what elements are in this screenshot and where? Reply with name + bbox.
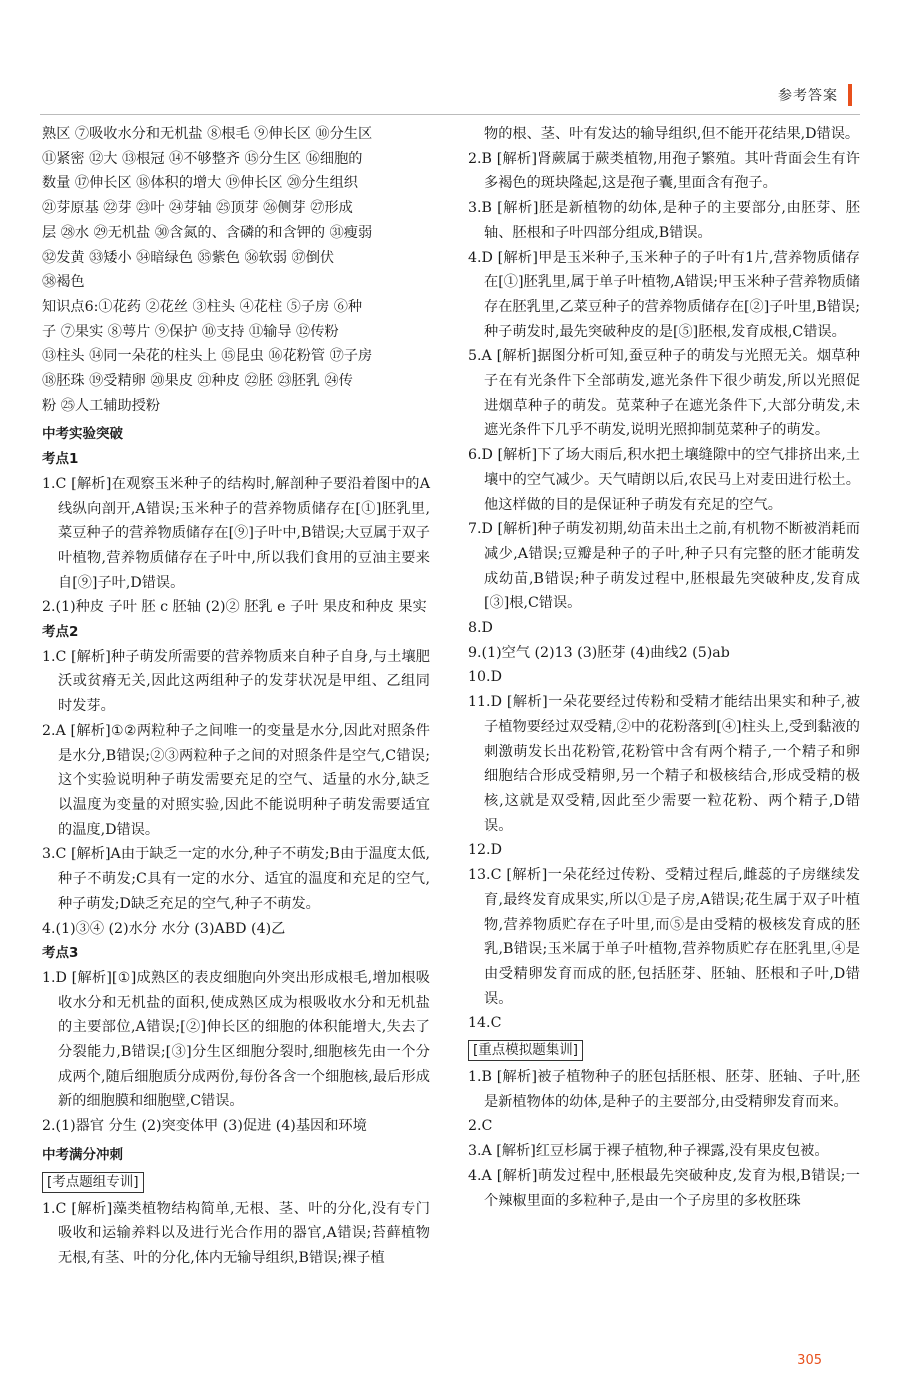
- intro-line: 层 ㉘水 ㉙无机盐 ㉚含氮的、含磷的和含钾的 ㉛瘦弱: [42, 224, 373, 241]
- section-heading: 中考实验突破: [42, 426, 123, 443]
- left-column: [42, 122, 430, 1271]
- right-column: [468, 122, 860, 1213]
- intro-line: ㉜发黄 ㉝矮小 ㉞暗绿色 ㉟紫色 ㊱软弱 ㊲倒伏: [42, 249, 335, 266]
- header-title: 参考答案: [778, 88, 838, 104]
- intro-line: ㉑芽原基 ㉒芽 ㉓叶 ㉔芽轴 ㉕顶芽 ㉖侧芽 ㉗形成: [42, 200, 353, 217]
- section-heading: 中考满分冲刺: [42, 1146, 123, 1163]
- page-number: 305: [797, 1353, 822, 1368]
- subsection-box-title: [重点模拟题集训]: [468, 1040, 583, 1061]
- answer-item: 2.C: [468, 1118, 493, 1135]
- answer-item: 1.C [解析]在观察玉米种子的结构时,解剖种子要沿着图中的A线纵向剖开,A错误;玉米种子的营养物质储存在[①]胚乳里,菜豆种子的营养物质储存在[⑨]子叶中,B错误;大豆属于双子叶植物,营养物质储存在子叶中,所以我们食用的豆油主要来自[⑨]子叶,D错误。: [42, 475, 430, 591]
- answer-item: 1.C [解析]种子萌发所需要的营养物质来自种子自身,与土壤肥沃或贫瘠无关,因此这两组种子的发芽状况是甲组、乙组同时发芽。: [42, 648, 430, 715]
- intro-line: ㊳褐色: [42, 274, 85, 291]
- answer-item: 3.B [解析]胚是新植物的幼体,是种子的主要部分,由胚芽、胚轴、胚根和子叶四部分组成,B错误。: [468, 200, 860, 241]
- answer-item: 12.D: [468, 842, 502, 859]
- answer-item: 9.(1)空气 (2)13 (3)胚芽 (4)曲线2 (5)ab: [468, 644, 730, 661]
- answer-item: 8.D: [468, 620, 493, 637]
- answer-item: 13.C [解析]一朵花经过传粉、受精过程后,雌蕊的子房继续发育,最终发育成果实,所以①是子房,A错误;花生属于双子叶植物,营养物质贮存在子叶里,而⑤是由受精的极核发育成的胚乳,B错误;玉米属于单子叶植物,营养物质贮存在胚乳里,④是由受精卵发育而成的胚,包括胚芽、胚轴、胚根和子叶,D错误。: [468, 867, 860, 1007]
- intro-line: ⑱胚珠 ⑲受精卵 ⑳果皮 ㉑种皮 ㉒胚 ㉓胚乳 ㉔传: [42, 373, 353, 390]
- page-header: [778, 84, 852, 106]
- answer-item: 2.A [解析]①②两粒种子之间唯一的变量是水分,因此对照条件是水分,B错误;②③两粒种子之间的对照条件是空气,C错误;这个实验说明种子萌发需要充足的空气、适量的水分,缺乏以温度为变量的对照实验,因此不能说明种子萌发需要适宜的温度,D错误。: [42, 722, 430, 838]
- answer-item: 14.C: [468, 1015, 502, 1032]
- answer-item: 5.A [解析]据图分析可知,蚕豆种子的萌发与光照无关。烟草种子在有光条件下全部萌发,遮光条件下很少萌发,所以光照促进烟草种子的萌发。苋菜种子在遮光条件下,大部分萌发,未遮光条件下几乎不萌发,说明光照抑制苋菜种子的萌发。: [468, 348, 860, 439]
- intro-line: ⑬柱头 ⑭同一朵花的柱头上 ⑮昆虫 ⑯花粉管 ⑰子房: [42, 348, 373, 365]
- intro-line: 粉 ㉕人工辅助授粉: [42, 397, 161, 414]
- answer-item: 3.C [解析]A由于缺乏一定的水分,种子不萌发;B由于温度太低,种子不萌发;C具有一定的水分、适宜的温度和充足的空气,种子萌发;D缺乏充足的空气,种子不萌发。: [42, 846, 430, 912]
- kaodian-heading: 考点3: [42, 945, 79, 962]
- kaodian-heading: 考点1: [42, 451, 79, 468]
- answer-item: 1.C [解析]藻类植物结构简单,无根、茎、叶的分化,没有专门吸收和运输养料以及进行光合作用的器官,A错误;苔藓植物无根,有茎、叶的分化,体内无输导组织,B错误;裸子植: [42, 1200, 430, 1266]
- answer-item: 11.D [解析]一朵花要经过传粉和受精才能结出果实和种子,被子植物要经过双受精,②中的花粉落到[④]柱头上,受到黏液的刺激萌发长出花粉管,花粉管中含有两个精子,一个精子和卵细胞结合形成受精卵,另一个精子和极核结合,形成受精的极核,这就是双受精,因此至少需要一粒花粉、两个精子,D错误。: [468, 694, 860, 834]
- answer-item: 10.D: [468, 669, 502, 686]
- header-divider: [40, 114, 860, 115]
- answer-item: 7.D [解析]种子萌发初期,幼苗未出土之前,有机物不断被消耗而减少,A错误;豆瓣是种子的子叶,种子只有完整的胚才能萌发成幼苗,B错误;种子萌发过程中,胚根最先突破种皮,发育成[③]根,C错误。: [468, 521, 860, 612]
- intro-line: ⑪紧密 ⑫大 ⑬根冠 ⑭不够整齐 ⑮分生区 ⑯细胞的: [42, 150, 363, 167]
- header-accent-bar: [848, 84, 852, 106]
- answer-item: 6.D [解析]下了场大雨后,积水把土壤缝隙中的空气排挤出来,土壤中的空气减少。天气晴朗以后,农民马上对麦田进行松土。他这样做的目的是保证种子萌发有充足的空气。: [468, 447, 860, 513]
- answer-item: 2.(1)种皮 子叶 胚 c 胚轴 (2)② 胚乳 e 子叶 果皮和种皮 果实: [42, 599, 427, 616]
- intro-line: 子 ⑦果实 ⑧萼片 ⑨保护 ⑩支持 ⑪输导 ⑫传粉: [42, 323, 339, 340]
- answer-item: 1.D [解析][①]成熟区的表皮细胞向外突出形成根毛,增加根吸收水分和无机盐的面积,使成熟区成为根吸收水分和无机盐的主要部位,A错误;[②]伸长区的细胞的体积能增大,失去了分裂能力,B错误;[③]分生区细胞分裂时,细胞核先由一个分成两个,随后细胞质分成两份,每份各含一个细胞核,最后形成新的细胞膜和细胞壁,C错误。: [42, 969, 430, 1110]
- intro-line: 知识点6:①花药 ②花丝 ③柱头 ④花柱 ⑤子房 ⑥种: [42, 298, 363, 315]
- answer-item: 1.B [解析]被子植物种子的胚包括胚根、胚芽、胚轴、子叶,胚是新植物体的幼体,是种子的主要部分,由受精卵发育而来。: [468, 1069, 860, 1110]
- continued-text: 物的根、茎、叶有发达的输导组织,但不能开花结果,D错误。: [484, 126, 860, 142]
- answer-item: 2.(1)器官 分生 (2)突变体甲 (3)促进 (4)基因和环境: [42, 1118, 367, 1135]
- intro-line: 数量 ⑰伸长区 ⑱体积的增大 ⑲伸长区 ⑳分生组织: [42, 175, 358, 192]
- answer-item: 2.B [解析]肾蕨属于蕨类植物,用孢子繁殖。其叶背面会生有许多褐色的斑块隆起,这是孢子囊,里面含有孢子。: [468, 150, 860, 192]
- answer-item: 4.D [解析]甲是玉米种子,玉米种子的子叶有1片,营养物质储存在[①]胚乳里,属于单子叶植物,A错误;甲玉米种子营养物质储存在胚乳里,乙菜豆种子的营养物质储存在[②]子叶里,B错误;种子萌发时,最先突破种皮的是[⑤]胚根,发育成根,C错误。: [468, 249, 860, 340]
- answer-item: 4.(1)③④ (2)水分 水分 (3)ABD (4)乙: [42, 920, 286, 937]
- subsection-box-title: [考点题组专训]: [42, 1172, 144, 1193]
- kaodian-heading: 考点2: [42, 624, 79, 641]
- answer-item: 3.A [解析]红豆杉属于裸子植物,种子裸露,没有果皮包被。: [468, 1143, 829, 1160]
- intro-line: 熟区 ⑦吸收水分和无机盐 ⑧根毛 ⑨伸长区 ⑩分生区: [42, 126, 373, 142]
- answer-item: 4.A [解析]萌发过程中,胚根最先突破种皮,发育为根,B错误;一个辣椒里面的多粒种子,是由一个子房里的多枚胚珠: [468, 1167, 860, 1209]
